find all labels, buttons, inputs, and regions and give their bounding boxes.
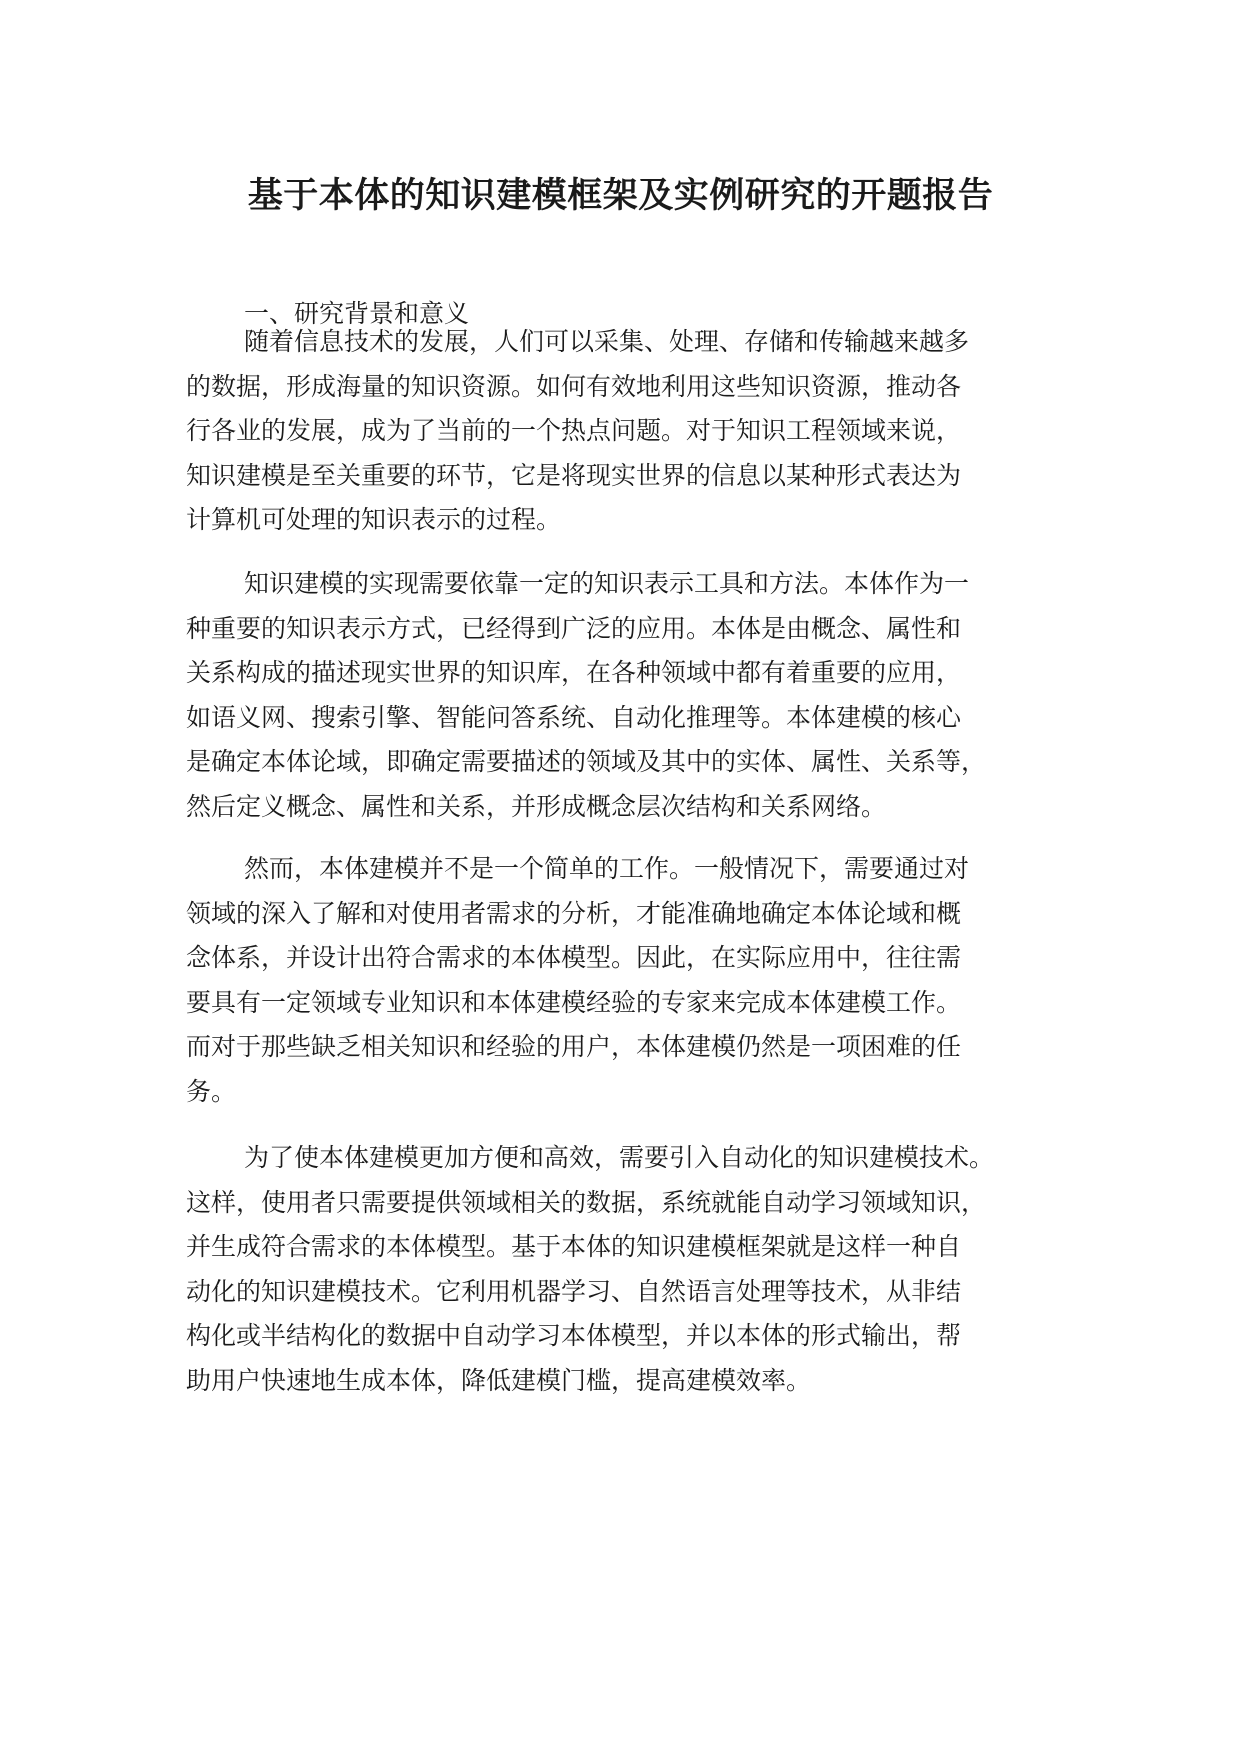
paragraph-line: 的数据，形成海量的知识资源。如何有效地利用这些知识资源，推动各 bbox=[186, 371, 962, 401]
paragraph-line: 然后定义概念、属性和关系，并形成概念层次结构和关系网络。 bbox=[186, 791, 887, 821]
paragraph-1 bbox=[186, 320, 1076, 543]
paragraph-line: 然而，本体建模并不是一个简单的工作。一般情况下，需要通过对 bbox=[244, 854, 970, 883]
paragraph-4 bbox=[186, 1136, 1076, 1403]
document-title: 基于本体的知识建模框架及实例研究的开题报告 bbox=[247, 176, 994, 216]
paragraph-line: 知识建模的实现需要依靠一定的知识表示工具和方法。本体作为一 bbox=[244, 569, 970, 598]
paragraph-2 bbox=[186, 562, 1076, 829]
paragraph-line: 关系构成的描述现实世界的知识库，在各种领域中都有着重要的应用， bbox=[186, 658, 962, 687]
paragraph-line: 而对于那些缺乏相关知识和经验的用户，本体建模仍然是一项困难的任 bbox=[186, 1032, 962, 1061]
paragraph-line: 行各业的发展，成为了当前的一个热点问题。对于知识工程领域来说， bbox=[186, 416, 962, 445]
paragraph-line: 并生成符合需求的本体模型。基于本体的知识建模框架就是这样一种自 bbox=[186, 1232, 962, 1261]
paragraph-line: 知识建模是至关重要的环节，它是将现实世界的信息以某种形式表达为 bbox=[186, 460, 962, 490]
paragraph-line: 领域的深入了解和对使用者需求的分析，才能准确地确定本体论域和概 bbox=[186, 898, 962, 928]
paragraph-line: 为了使本体建模更加方便和高效，需要引入自动化的知识建模技术。 bbox=[244, 1143, 995, 1172]
paragraph-line: 务。 bbox=[186, 1076, 237, 1106]
paragraph-line: 如语义网、搜索引擎、智能问答系统、自动化推理等。本体建模的核心 bbox=[186, 702, 962, 732]
paragraph-line: 助用户快速地生成本体，降低建模门槛，提高建模效率。 bbox=[186, 1365, 812, 1395]
paragraph-line: 计算机可处理的知识表示的过程。 bbox=[186, 505, 562, 534]
paragraph-line: 这样，使用者只需要提供领域相关的数据，系统就能自动学习领域知识， bbox=[186, 1187, 987, 1217]
paragraph-line: 要具有一定领域专业知识和本体建模经验的专家来完成本体建模工作。 bbox=[186, 987, 962, 1017]
paragraph-line: 种重要的知识表示方式，已经得到广泛的应用。本体是由概念、属性和 bbox=[186, 613, 962, 643]
paragraph-line: 构化或半结构化的数据中自动学习本体模型，并以本体的形式输出，帮 bbox=[186, 1321, 962, 1350]
paragraph-line: 是确定本体论域，即确定需要描述的领域及其中的实体、属性、关系等， bbox=[186, 747, 987, 776]
paragraph-line: 随着信息技术的发展，人们可以采集、处理、存储和传输越来越多 bbox=[244, 327, 970, 356]
paragraph-line: 念体系，并设计出符合需求的本体模型。因此，在实际应用中，往往需 bbox=[186, 943, 962, 972]
paragraph-line: 动化的知识建模技术。它利用机器学习、自然语言处理等技术，从非结 bbox=[186, 1276, 962, 1306]
paragraph-3 bbox=[186, 847, 1076, 1114]
section-heading: 一、研究背景和意义 bbox=[244, 299, 470, 328]
